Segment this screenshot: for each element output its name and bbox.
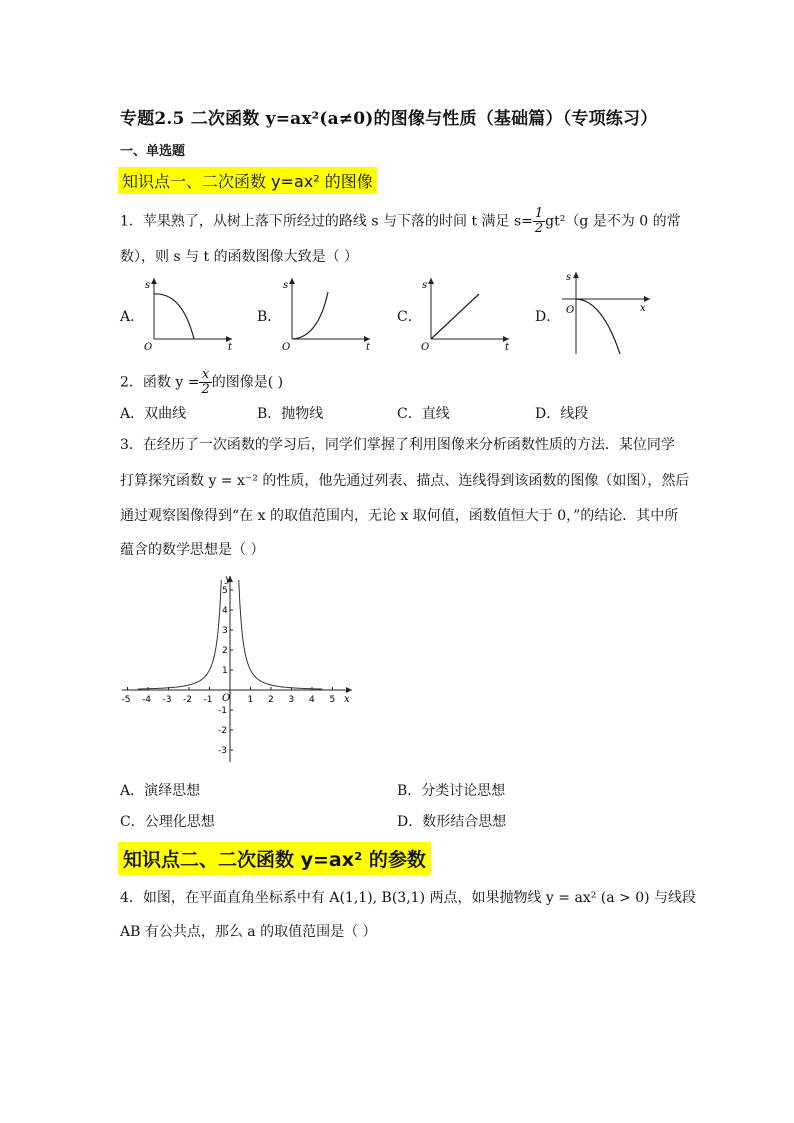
x-tick-label: -5 — [121, 695, 131, 705]
q1-graph-c — [417, 274, 512, 352]
origin-label: O — [144, 342, 153, 352]
q1-frac-den: 2 — [534, 221, 544, 236]
origin-label: O — [421, 342, 430, 352]
q1-frac-num: 1 — [534, 206, 544, 221]
axis-s-label: s — [566, 272, 572, 283]
q4-line2: AB 有公共点，那么 a 的取值范围是（ ） — [120, 924, 377, 940]
q1-option-c[interactable]: C． — [397, 309, 422, 325]
graph-y-label: y — [225, 574, 231, 585]
origin-label: O — [566, 305, 575, 316]
y-tick-label: 1 — [222, 666, 228, 676]
q3-line1: 3．在经历了一次函数的学习后，同学们掌握了利用图像来分析函数性质的方法．某位同学 — [120, 437, 675, 453]
q1-line1 — [120, 207, 681, 236]
axis-s-label: s — [145, 280, 151, 291]
curve-right-branch — [239, 580, 323, 689]
x-tick-label: 4 — [309, 695, 315, 705]
q1-graph-a — [140, 274, 235, 352]
axis-t-label: t — [505, 342, 510, 352]
x-tick-label: -1 — [203, 695, 213, 705]
q1-option-d[interactable]: D． — [535, 309, 561, 325]
y-tick-label: -3 — [218, 746, 227, 756]
origin-label: O — [282, 342, 291, 352]
q2-text-a: 2．函数 y = — [120, 374, 200, 391]
q3-graph — [118, 570, 358, 766]
q2-frac-den: 2 — [201, 382, 210, 397]
x-tick-label: 3 — [288, 695, 295, 705]
axis-t-label: t — [366, 342, 371, 352]
knowledge-point-2: 知识点二、二次函数 y=ax² 的参数 — [118, 842, 431, 875]
q1-option-a[interactable]: A． — [120, 309, 145, 325]
q2-option-c[interactable]: C．直线 — [397, 406, 450, 422]
q3-line4: 蕴含的数学思想是（ ） — [120, 542, 265, 558]
q1-graph-d — [560, 268, 655, 356]
q1-text-a: 1．苹果熟了，从树上落下所经过的路线 s 与下落的时间 t 满足 s= — [120, 213, 533, 230]
q2-fraction — [199, 368, 211, 397]
knowledge-point-1: 知识点一、二次函数 y=ax² 的图像 — [118, 167, 377, 194]
q3-line3: 通过观察图像得到“在 x 的取值范围内，无论 x 取何值，函数值恒大于 0，”的结论．其中所 — [120, 508, 679, 524]
y-tick-label: -2 — [218, 726, 227, 736]
axis-x-label: x — [640, 303, 646, 314]
q1-line2: 数），则 s 与 t 的函数图像大致是（ ） — [120, 249, 359, 265]
curve-left-branch — [138, 580, 222, 689]
q4-line1: 4．如图，在平面直角坐标系中有 A(1,1), B(3,1) 两点，如果抛物线 y = ax² (a > 0) 与线段 — [120, 890, 697, 906]
x-tick-label: -3 — [162, 695, 172, 705]
q3-option-a[interactable]: A．演绎思想 — [120, 783, 201, 799]
y-tick-label: 4 — [222, 606, 228, 616]
axis-s-label: s — [422, 280, 428, 291]
x-tick-label: 2 — [268, 695, 274, 705]
q2-option-d[interactable]: D．线段 — [535, 406, 589, 422]
y-tick-label: -1 — [218, 706, 227, 716]
q2-option-a[interactable]: A．双曲线 — [120, 406, 187, 422]
axis-s-label: s — [283, 280, 289, 291]
y-tick-label: 5 — [222, 586, 228, 596]
page-title: 专题2.5 二次函数 y=ax²(a≠0)的图像与性质（基础篇）（专项练习） — [120, 109, 658, 129]
q2-text-b: 的图像是( ) — [211, 374, 284, 391]
q3-option-d[interactable]: D．数形结合思想 — [397, 814, 507, 830]
x-tick-label: -2 — [183, 695, 192, 705]
y-tick-label: 3 — [222, 626, 228, 636]
axis-t-label: t — [228, 342, 233, 352]
q3-option-b[interactable]: B．分类讨论思想 — [397, 783, 506, 799]
q3-option-c[interactable]: C．公理化思想 — [120, 814, 215, 830]
q3-line2: 打算探究函数 y = x⁻² 的性质，他先通过列表、描点、连线得到该函数的图像（如图），然后 — [120, 473, 690, 489]
q2-frac-num: x — [199, 368, 211, 383]
q1-text-b: gt²（g 是不为 0 的常 — [545, 213, 681, 230]
q1-option-b[interactable]: B． — [257, 309, 282, 325]
graph-x-label: x — [344, 694, 350, 705]
q2-line1 — [120, 368, 283, 397]
x-tick-label: -4 — [142, 695, 151, 705]
y-tick-label: 2 — [222, 646, 228, 656]
q1-fraction — [533, 207, 545, 236]
x-tick-label: 5 — [329, 695, 336, 705]
q2-option-b[interactable]: B．抛物线 — [257, 406, 324, 422]
section-heading: 一、单选题 — [120, 144, 186, 159]
x-tick-label: 1 — [247, 695, 254, 705]
graph-origin-label: O — [222, 693, 231, 704]
q1-graph-b — [278, 274, 373, 352]
